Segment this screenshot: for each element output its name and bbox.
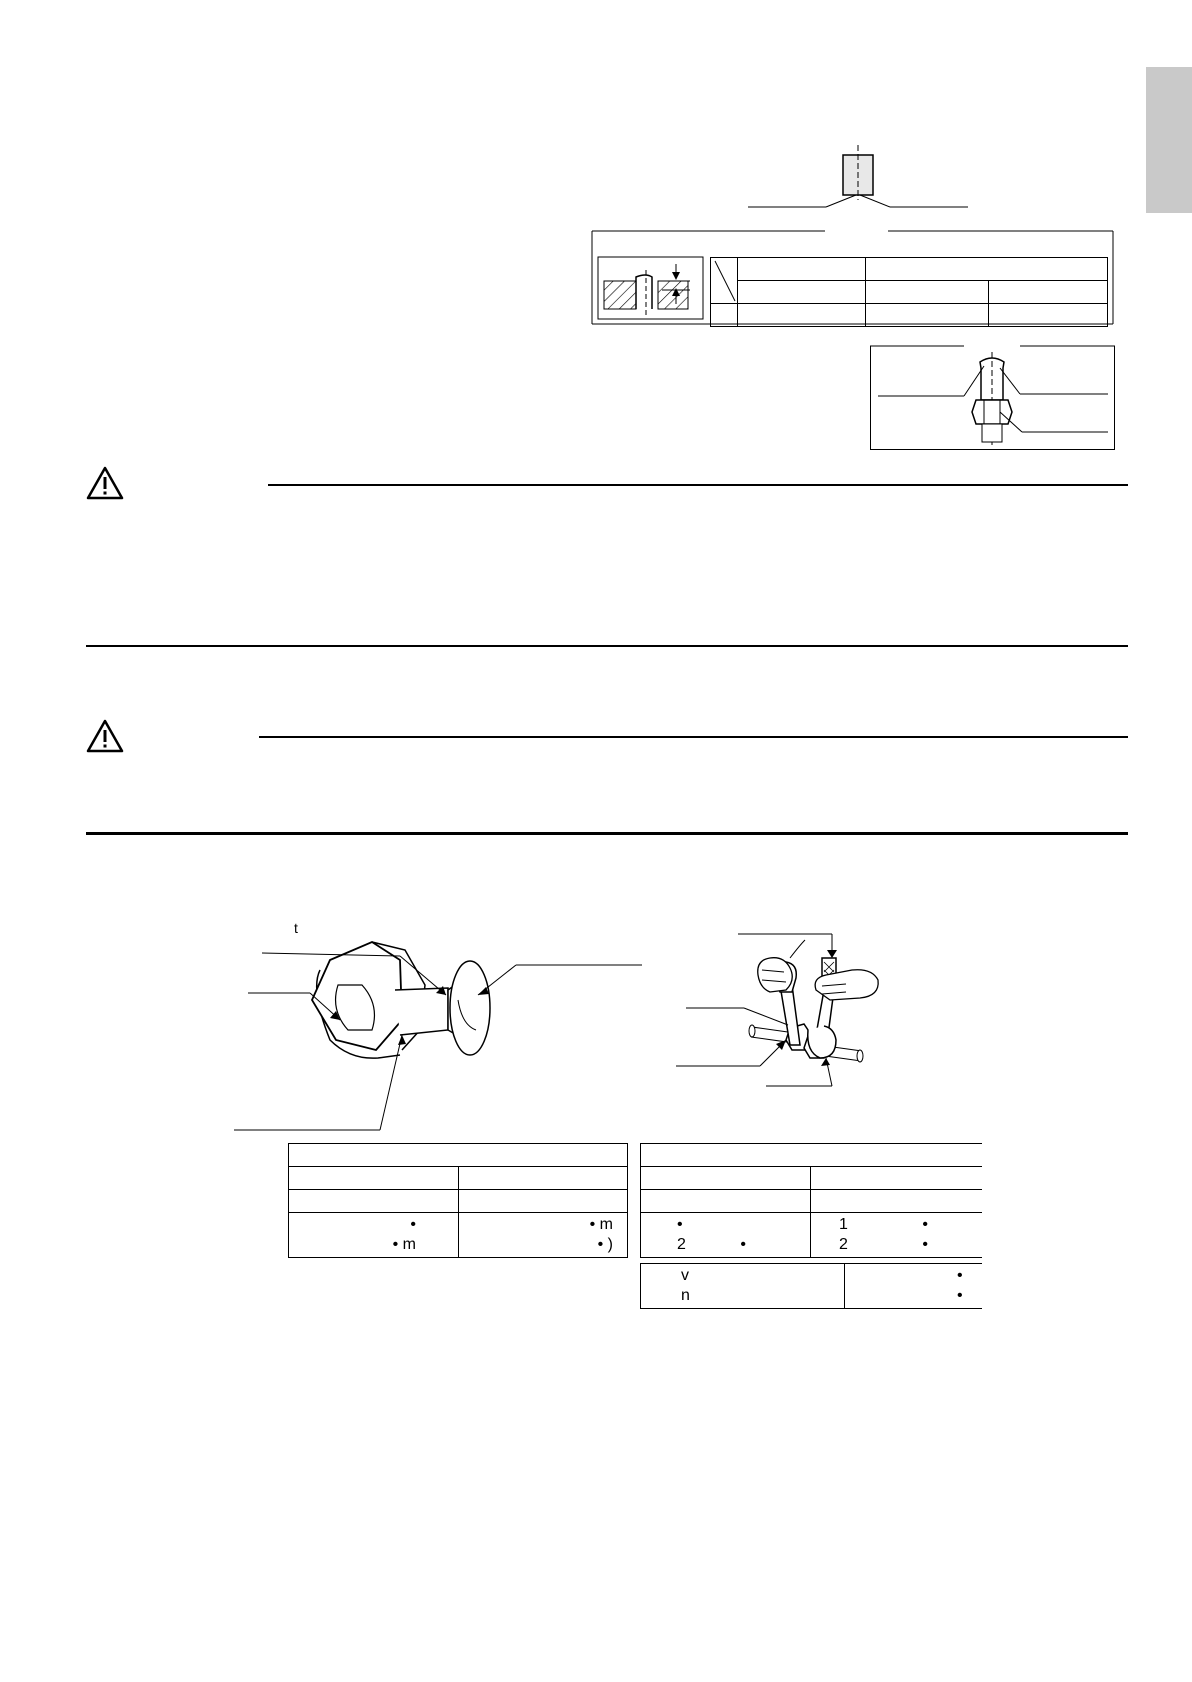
table-row (289, 1190, 628, 1213)
table-cell (641, 1144, 983, 1167)
table-cell (811, 1167, 983, 1190)
table-row (289, 1144, 628, 1167)
warning-2-end-rule (86, 832, 1128, 835)
table-cell (459, 1167, 628, 1190)
torque-table-right (640, 1143, 982, 1258)
two-wrench-tightening-illustration (0, 920, 920, 1100)
table-cell: v n (641, 1264, 845, 1309)
table-cell (641, 1167, 811, 1190)
torque-table-right-extra (640, 1263, 982, 1309)
warning-triangle-icon (86, 466, 124, 500)
table-row (641, 1190, 983, 1213)
warning-2-rule (259, 736, 1128, 738)
table-cell: • • (845, 1264, 983, 1309)
table-cell (811, 1190, 983, 1213)
warning-triangle-icon (86, 719, 124, 753)
table-cell (641, 1190, 811, 1213)
warning-1-end-rule (86, 645, 1128, 647)
flare-nut-detail-illustration (0, 0, 1192, 460)
table-cell (459, 1190, 628, 1213)
table-row (641, 1167, 983, 1190)
table-cell (289, 1144, 628, 1167)
table-row (289, 1167, 628, 1190)
warning-1-rule (268, 484, 1128, 486)
table-cell: • • m (289, 1213, 459, 1258)
table-cell: • m • ) (459, 1213, 628, 1258)
stray-label: t (294, 920, 298, 936)
table-cell: 1 • 2 • (811, 1213, 983, 1258)
table-cell: • 2 • (641, 1213, 811, 1258)
table-cell (289, 1167, 459, 1190)
table-row (641, 1213, 983, 1258)
table-cell (289, 1190, 459, 1213)
table-row (641, 1144, 983, 1167)
table-row (641, 1264, 983, 1309)
table-row (289, 1213, 628, 1258)
torque-table-left (288, 1143, 628, 1258)
